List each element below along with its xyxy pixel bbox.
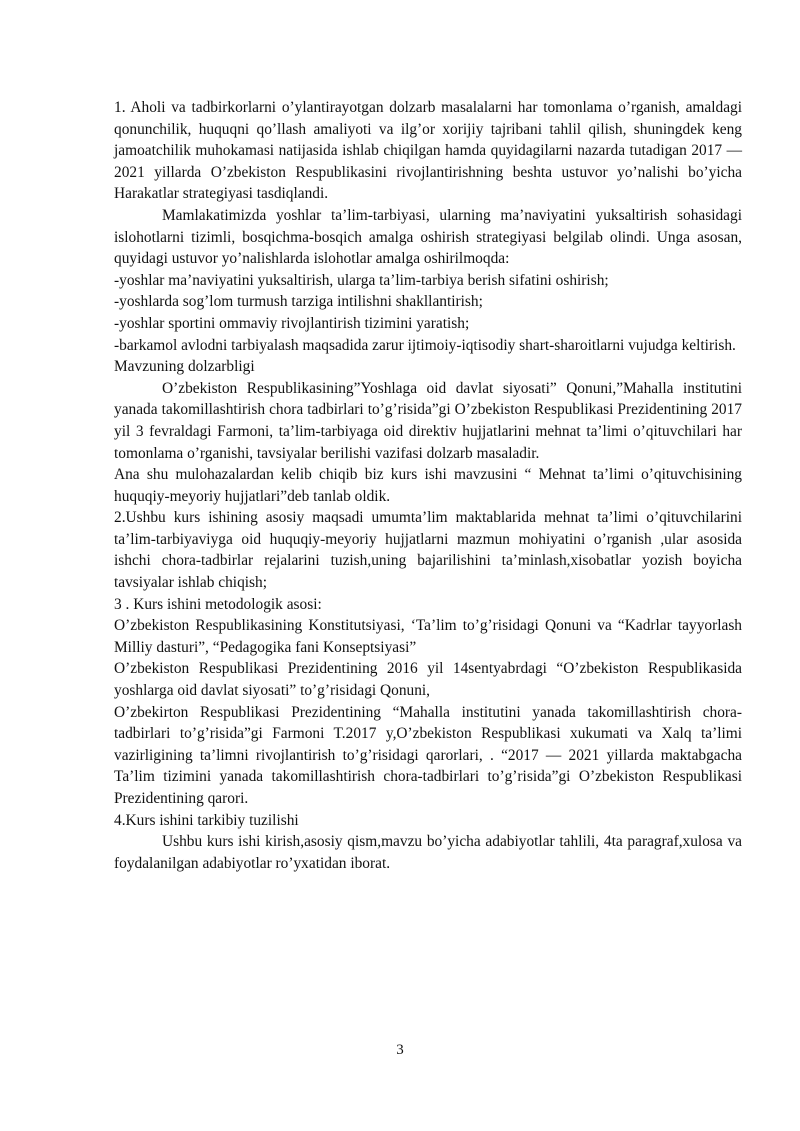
paragraph-reforms: Mamlakatimizda yoshlar ta’lim-tarbiyasi, ularning ma’naviyatini yuksaltirish sohasidagi islohotlarni tizimli, bosqichma-bosqich amalga oshirish strategiyasi belgilab olindi. Unga asosan, quyidagi ustuvor yo’nalishlarda islohotlar amalga oshirilmoqda: (114, 206, 742, 268)
section-heading-relevance: Mavzuning dolzarbligi (114, 358, 255, 376)
paragraph-topic: Ana shu mulohazalardan kelib chiqib biz kurs ishi mavzusini “ Mehnat ta’limi o’qituvchisining huquqiy-meyoriy hujjatlari”deb tanlab oldik. (114, 466, 742, 505)
section-heading-structure: 4.Kurs ishini tarkibiy tuzilishi (114, 811, 299, 829)
page-number: 3 (396, 1042, 404, 1058)
paragraph-methodology-2: O’zbekiston Respublikasi Prezidentining 2016 yil 14sentyabrdagi “O’zbekiston Respublikasida yoshlarga oid davlat siyosati” to’g’risidagi Qonuni, (114, 660, 742, 700)
section-heading-methodology: 3 . Kurs ishini metodologik asosi: (114, 595, 322, 613)
paragraph-methodology-3: O’zbekirton Respublikasi Prezidentining “Mahalla institutini yanada takomillashtirish chora-tadbirlari to’g’risida”gi Farmoni T.2017 y,O’zbekiston Respublikasi xukumati va Xalq ta’limi vazirligining ta’limni rivojlantirish to’g’risidagi qarorlari, . “2017 — 2021 yillarda maktabgacha Ta’lim tizimini yanada takomillashtirish chora-tadbirlari to’g’risida”gi O’zbekiston Respublikasi Prezidentining qarori. (114, 703, 742, 807)
list-item: -yoshlar sportini ommaviy rivojlantirish tizimini yaratish; (114, 314, 470, 332)
list-item: -yoshlarda sog’lom turmush tarziga intilishni shakllantirish; (114, 293, 483, 311)
paragraph-relevance: O’zbekiston Respublikasining”Yoshlaga oid davlat siyosati” Qonuni,”Mahalla institutini yanada takomillashtirish chora tadbirlari to’g’risida”gi O’zbekiston Respublikasi Prezidentining 2017 yil 3 fevraldagi Farmoni, ta’lim-tarbiyaga oid direktiv hujjatlarini mehnat ta’limi o’qituvchilari har tomonlama o’rganishi, tavsiyalar berilishi vazifasi dolzarb masaladir. (114, 379, 742, 462)
paragraph-intro: 1. Aholi va tadbirkorlarni o’ylantirayotgan dolzarb masalalarni har tomonlama o’rganish, amaldagi qonunchilik, huquqni qo’llash amaliyoti va ilg’or xorijiy tajribani tahlil qilish, shuningdek keng jamoatchilik muhokamasi natijasida ishlab chiqilgan hamda quyidagilarni nazarda tutadigan 2017 — 2021 yillarda O’zbekiston Respublikasini rivojlantirishning beshta ustuvor yo’nalishi bo’yicha Harakatlar strategiyasi tasdiqlandi. (114, 99, 742, 203)
paragraph-structure: Ushbu kurs ishi kirish,asosiy qism,mavzu bo’yicha adabiyotlar tahlili, 4ta paragraf,xulosa va foydalanilgan adabiyotlar ro’yxatidan iborat. (114, 833, 742, 872)
document-body (114, 97, 742, 874)
paragraph-goal: 2.Ushbu kurs ishining asosiy maqsadi umumta’lim maktablarida mehnat ta’limi o’qituvchilarini ta’lim-tarbiyaviyga oid huquqiy-meyoriy hujjatlarni mazmun mohiyatini o’rganish ,ular asosida ishchi chora-tadbirlar rejalarini tuzish,uning bajarilishini ta’minlash,xisobatlar yozish boyicha tavsiyalar ishlab chiqish; (114, 509, 742, 592)
list-item: -barkamol avlodni tarbiyalash maqsadida zarur ijtimoiy-iqtisodiy shart-sharoitlarni vujudga keltirish. (114, 336, 736, 354)
paragraph-methodology-1: O’zbekiston Respublikasining Konstitutsiyasi, ‘Ta’lim to’g’risidagi Qonuni va “Kadrlar tayyorlash Milliy dasturi”, “Pedagogika fani Konseptsiyasi” (114, 617, 742, 656)
list-item: -yoshlar ma’naviyatini yuksaltirish, ularga ta’lim-tarbiya berish sifatini oshirish; (114, 271, 609, 289)
